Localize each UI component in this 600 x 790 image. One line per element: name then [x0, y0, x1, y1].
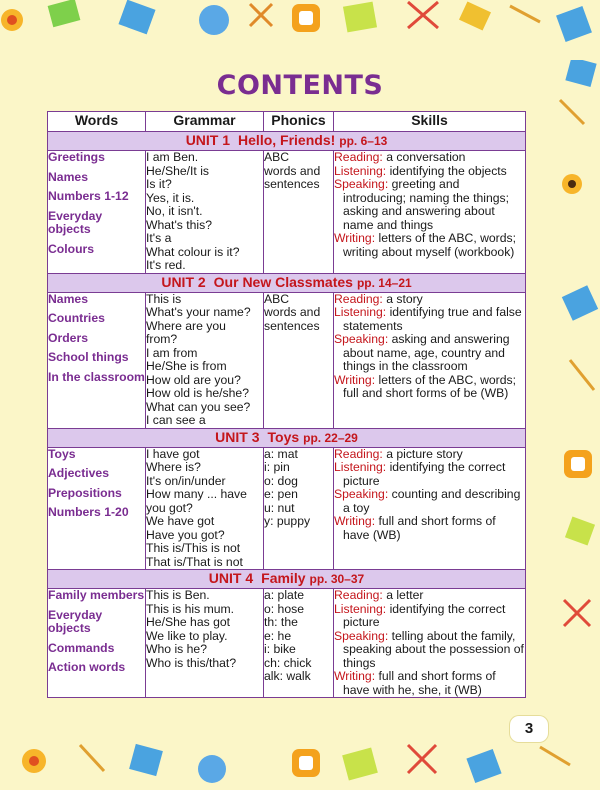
- skill-text: identifying the objects: [389, 163, 507, 178]
- unit-header-row: [48, 132, 526, 151]
- unit-name: Hello, Friends!: [238, 132, 336, 148]
- skill-text: full and short forms of have with he, she, it (WB): [343, 669, 496, 697]
- words-cell: [48, 447, 146, 570]
- skill-item: [334, 461, 525, 488]
- skill-item: [334, 178, 525, 232]
- words-cell: [48, 589, 146, 698]
- grammar-cell: [146, 447, 264, 570]
- unit-number: UNIT 1: [185, 132, 231, 148]
- word-topic: Everyday objects: [48, 208, 103, 236]
- skill-label: Reading:: [334, 150, 383, 164]
- phonics-line: words and: [264, 305, 321, 319]
- unit-pages: pp. 30–37: [309, 572, 365, 586]
- grammar-line: I can see a: [146, 413, 206, 427]
- phonics-line: u: nut: [264, 500, 295, 515]
- word-topic: Colours: [48, 241, 95, 256]
- grammar-line: He/She/It is: [146, 163, 209, 178]
- skill-label: Reading:: [334, 446, 383, 461]
- column-header-skills: Skills: [334, 112, 526, 132]
- skills-cell: [334, 447, 526, 570]
- word-topic: Greetings: [48, 150, 105, 164]
- unit-pages: pp. 22–29: [303, 430, 358, 445]
- grammar-line: Have you got?: [146, 527, 225, 542]
- unit-header-row: [48, 570, 526, 589]
- phonics-line: ch: chick: [264, 655, 312, 670]
- unit-number: UNIT 4: [208, 570, 254, 586]
- grammar-line: It's red.: [146, 258, 186, 272]
- phonics-line: a: plate: [264, 588, 304, 602]
- skill-label: Reading:: [334, 291, 383, 306]
- skill-label: Reading:: [334, 588, 383, 602]
- word-topic: Commands: [48, 640, 115, 655]
- phonics-line: sentences: [264, 318, 320, 333]
- skill-label: Listening:: [334, 163, 387, 178]
- skill-text: full and short forms of have (WB): [343, 514, 496, 542]
- grammar-line: That is/That is not: [146, 554, 243, 569]
- grammar-line: This is/This is not: [146, 541, 241, 555]
- decorative-border-bottom: [0, 735, 600, 790]
- skill-label: Speaking:: [334, 332, 389, 346]
- phonics-line: i: pin: [264, 460, 290, 474]
- skill-text: letters of the ABC, words; writing about myself (workbook): [343, 231, 516, 259]
- word-topic: Toys: [48, 446, 76, 461]
- grammar-cell: [146, 292, 264, 428]
- unit-number: UNIT 2: [161, 273, 206, 290]
- page-number: 3: [510, 716, 548, 742]
- skill-label: Listening:: [334, 460, 387, 474]
- column-header-grammar: Grammar: [146, 112, 264, 132]
- skill-label: Writing:: [334, 514, 376, 528]
- contents-table: [47, 111, 526, 698]
- skill-item: [334, 306, 525, 333]
- grammar-line: Where are you: [146, 318, 226, 333]
- skill-item: [334, 374, 525, 401]
- skill-label: Listening:: [334, 305, 387, 319]
- grammar-line: Who is he?: [146, 642, 207, 656]
- unit-content-row: [48, 292, 526, 428]
- phonics-line: sentences: [264, 177, 320, 191]
- grammar-line: We like to play.: [146, 628, 228, 643]
- skill-label: Speaking:: [334, 628, 389, 643]
- units-body: [48, 132, 526, 698]
- column-header-phonics: Phonics: [264, 112, 334, 132]
- skills-cell: [334, 292, 526, 428]
- decorative-border-right: [540, 60, 600, 700]
- grammar-line: I am Ben.: [146, 150, 199, 164]
- skill-item: [334, 293, 525, 307]
- skill-text: a conversation: [386, 150, 466, 164]
- grammar-line: How many ... have: [146, 487, 247, 501]
- phonics-line: a: mat: [264, 446, 298, 461]
- skills-cell: [334, 589, 526, 698]
- skill-text: a picture story: [386, 446, 463, 461]
- word-topic: Names: [48, 169, 88, 184]
- word-topic: Everyday objects: [48, 607, 103, 635]
- grammar-cell: [146, 589, 264, 698]
- unit-name: Family: [261, 570, 306, 586]
- skill-label: Writing:: [334, 669, 376, 683]
- word-topic: In the classroom: [48, 369, 145, 384]
- grammar-line: What colour is it?: [146, 244, 240, 259]
- unit-content-row: [48, 589, 526, 698]
- phonics-line: alk: walk: [264, 669, 311, 683]
- word-topic: Numbers 1-12: [48, 189, 129, 203]
- phonics-line: th: the: [264, 615, 298, 629]
- word-topic: Family members: [48, 588, 145, 602]
- column-header-words: Words: [48, 112, 146, 132]
- phonics-line: words and: [264, 163, 321, 178]
- skill-text: telling about the family, speaking about the possession of things: [343, 628, 524, 670]
- grammar-line: Where is?: [146, 460, 201, 474]
- grammar-line: Yes, it is.: [146, 190, 195, 205]
- skill-item: [334, 151, 525, 165]
- words-cell: [48, 292, 146, 428]
- phonics-line: o: dog: [264, 473, 298, 488]
- header-row: [48, 112, 526, 132]
- grammar-line: I have got: [146, 446, 200, 461]
- skill-label: Speaking:: [334, 487, 389, 501]
- phonics-cell: [264, 151, 334, 274]
- unit-pages: pp. 14–21: [356, 275, 412, 290]
- unit-title: [48, 273, 526, 292]
- unit-title: [48, 428, 526, 447]
- phonics-line: i: bike: [264, 642, 296, 656]
- skill-item: [334, 515, 525, 542]
- unit-name: Toys: [267, 428, 300, 445]
- words-cell: [48, 151, 146, 274]
- skill-text: identifying the correct picture: [343, 460, 506, 488]
- word-topic: Orders: [48, 330, 88, 345]
- skill-item: [334, 603, 525, 630]
- phonics-cell: [264, 447, 334, 570]
- skill-item: [334, 488, 525, 515]
- skill-item: [334, 448, 525, 462]
- word-topic: Countries: [48, 311, 105, 325]
- decorative-border-top: [0, 0, 600, 60]
- skill-item: [334, 165, 525, 179]
- skill-label: Speaking:: [334, 177, 389, 191]
- unit-content-row: [48, 447, 526, 570]
- grammar-line: What's your name?: [146, 305, 251, 319]
- skill-text: identifying the correct picture: [343, 601, 506, 629]
- unit-title: [48, 570, 526, 589]
- grammar-line: What's this?: [146, 217, 212, 232]
- phonics-line: e: he: [264, 628, 292, 643]
- word-topic: Names: [48, 291, 88, 306]
- grammar-line: you got?: [146, 500, 193, 515]
- phonics-cell: [264, 589, 334, 698]
- skills-cell: [334, 151, 526, 274]
- word-topic: Prepositions: [48, 485, 122, 500]
- skill-item: [334, 333, 525, 374]
- skill-text: asking and answering about name, age, country and things in the classroom: [343, 332, 510, 373]
- word-topic: School things: [48, 350, 129, 364]
- grammar-line: He/She has got: [146, 615, 231, 629]
- skill-text: identifying true and false statements: [343, 305, 522, 333]
- skill-label: Writing:: [334, 231, 376, 245]
- skill-item: [334, 670, 525, 697]
- grammar-line: No, it isn't.: [146, 204, 203, 218]
- grammar-line: Who is this/that?: [146, 655, 237, 670]
- grammar-line: This is his mum.: [146, 601, 235, 616]
- grammar-line: Is it?: [146, 177, 172, 191]
- skill-item: [334, 232, 525, 259]
- unit-pages: pp. 6–13: [339, 134, 388, 148]
- phonics-line: o: hose: [264, 601, 304, 616]
- grammar-line: I am from: [146, 345, 198, 360]
- phonics-cell: [264, 292, 334, 428]
- grammar-line: It's on/in/under: [146, 473, 226, 488]
- grammar-line: We have got: [146, 514, 215, 528]
- skill-text: counting and describing a toy: [343, 487, 521, 515]
- grammar-line: How old are you?: [146, 372, 241, 387]
- skill-text: greeting and introducing; naming the things; asking and answering about name and things: [343, 177, 509, 232]
- grammar-line: It's a: [146, 231, 172, 245]
- unit-name: Our New Classmates: [213, 273, 353, 290]
- skill-text: a story: [386, 291, 423, 306]
- grammar-line: How old is he/she?: [146, 386, 249, 400]
- word-topic: Action words: [48, 660, 126, 674]
- page-title: CONTENTS: [216, 70, 384, 101]
- unit-title: [48, 132, 526, 151]
- phonics-line: ABC: [264, 291, 290, 306]
- skill-text: a letter: [386, 588, 424, 602]
- word-topic: Numbers 1-20: [48, 505, 129, 519]
- skill-label: Writing:: [334, 372, 376, 387]
- phonics-line: ABC: [264, 150, 290, 164]
- unit-header-row: [48, 428, 526, 447]
- skill-text: letters of the ABC, words; full and short forms of be (WB): [343, 372, 516, 400]
- phonics-line: e: pen: [264, 487, 298, 501]
- grammar-line: What can you see?: [146, 399, 251, 414]
- skill-item: [334, 589, 525, 603]
- grammar-line: from?: [146, 332, 178, 346]
- unit-content-row: [48, 151, 526, 274]
- unit-header-row: [48, 273, 526, 292]
- grammar-line: This is Ben.: [146, 588, 210, 602]
- grammar-line: This is: [146, 291, 182, 306]
- skill-item: [334, 630, 525, 671]
- grammar-line: He/She is from: [146, 359, 227, 373]
- grammar-cell: [146, 151, 264, 274]
- word-topic: Adjectives: [48, 466, 109, 480]
- phonics-line: y: puppy: [264, 514, 311, 528]
- skill-label: Listening:: [334, 601, 387, 616]
- unit-number: UNIT 3: [215, 428, 260, 445]
